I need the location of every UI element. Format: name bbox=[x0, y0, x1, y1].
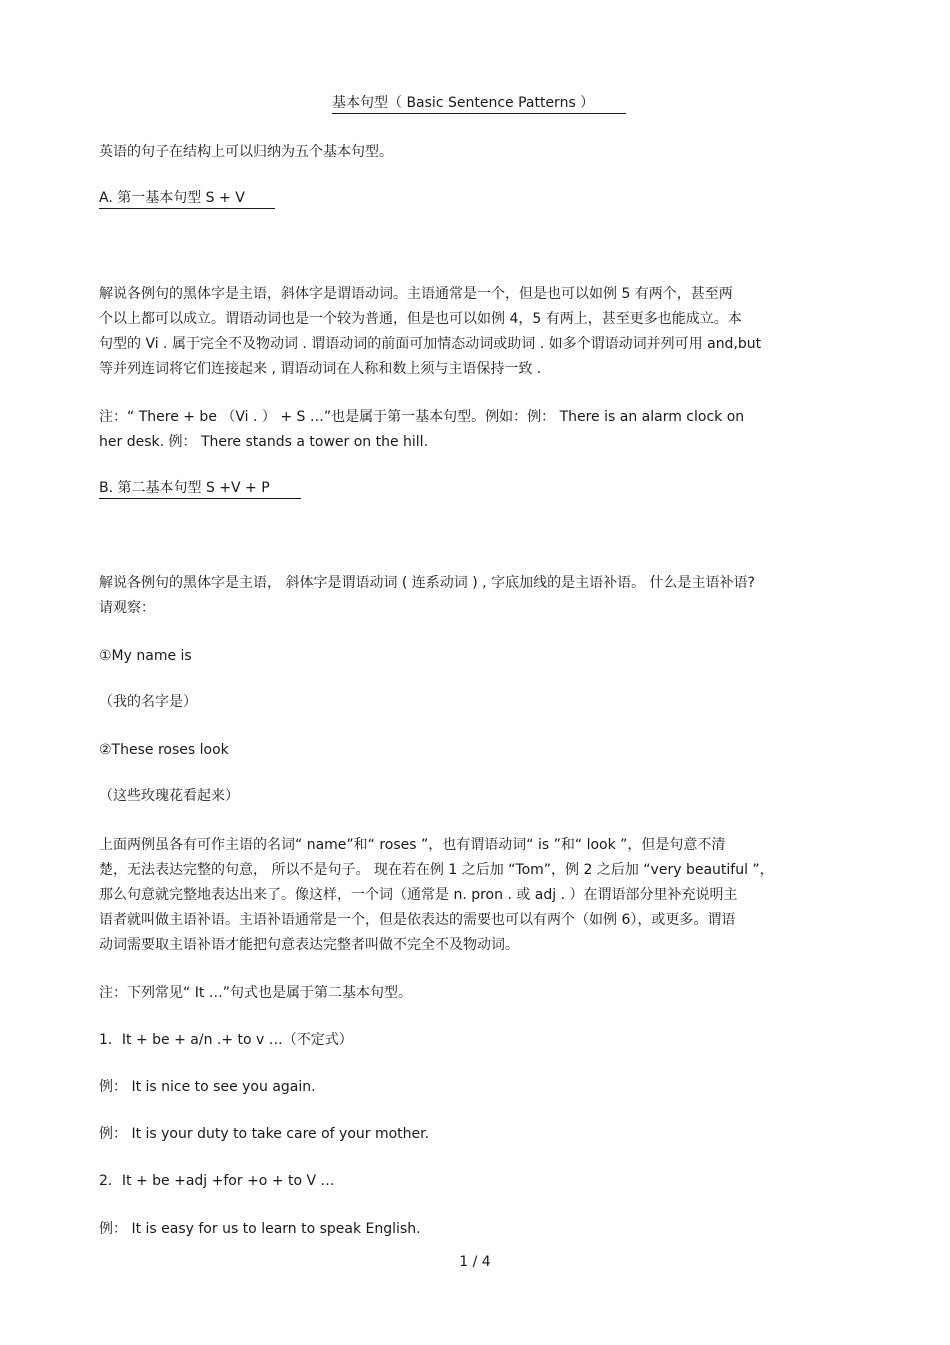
section-a-explanation-line: 句型的 Vi . 属于完全不及物动词 . 谓语动词的前面可加情态动词或助词 . 如多个谓语动词并列可用 and,but bbox=[99, 336, 762, 352]
section-b-paragraph-line: 那么句意就完整地表达出来了。像这样，一个词（通常是 n. pron . 或 adj . ）在谓语部分里补充说明主 bbox=[99, 887, 738, 903]
page-number: 1 / 4 bbox=[459, 1254, 491, 1270]
example-sentence: ②These roses look bbox=[99, 742, 229, 758]
section-b-paragraph-line: 动词需要取主语补语才能把句意表达完整者叫做不完全不及物动词。 bbox=[99, 937, 519, 953]
section-b-note: 注：下列常见“ It …”句式也是属于第二基本句型。 bbox=[99, 985, 413, 1001]
pattern-example: 例： It is easy for us to learn to speak English. bbox=[99, 1221, 421, 1237]
section-b-explanation-line: 请观察： bbox=[99, 600, 155, 616]
pattern-formula: 1．It + be + a/n .+ to v …（不定式） bbox=[99, 1032, 353, 1048]
example-translation: （我的名字是） bbox=[99, 694, 197, 710]
page-title: 基本句型（ Basic Sentence Patterns ） bbox=[332, 96, 626, 114]
section-b-explanation-line: 解说各例句的黑体字是主语， 斜体字是谓语动词 ( 连系动词 ) , 字底加线的是主语补语。 什么是主语补语? bbox=[99, 575, 755, 591]
section-a-note-line: 注：“ There + be （Vi . ） + S …”也是属于第一基本句型。例如：例： There is an alarm clock on bbox=[99, 409, 745, 425]
section-b-paragraph-line: 上面两例虽各有可作主语的名词“ name”和“ roses ”，也有谓语动词“ is ”和“ look ”，但是句意不清 bbox=[99, 837, 726, 853]
section-a-heading: A. 第一基本句型 S + V bbox=[99, 191, 275, 209]
section-b-paragraph-line: 楚，无法表达完整的句意， 所以不是句子。 现在若在例 1 之后加 “Tom”，例 2 之后加 “very beautiful ”， bbox=[99, 862, 774, 878]
section-b-paragraph-line: 语者就叫做主语补语。主语补语通常是一个，但是依表达的需要也可以有两个（如例 6），或更多。谓语 bbox=[99, 912, 736, 928]
pattern-example: 例： It is your duty to take care of your mother. bbox=[99, 1126, 430, 1142]
example-sentence: ①My name is bbox=[99, 648, 192, 664]
section-a-note-line: her desk. 例： There stands a tower on the hill. bbox=[99, 434, 429, 450]
pattern-formula: 2．It + be +adj +for +o + to V … bbox=[99, 1173, 335, 1189]
example-translation: （这些玫瑰花看起来） bbox=[99, 788, 239, 804]
pattern-example: 例： It is nice to see you again. bbox=[99, 1079, 316, 1095]
section-a-explanation-line: 解说各例句的黑体字是主语，斜体字是谓语动词。主语通常是一个，但是也可以如例 5 有两个，甚至两 bbox=[99, 286, 733, 302]
section-a-explanation-line: 等并列连词将它们连接起来 , 谓语动词在人称和数上须与主语保持一致 . bbox=[99, 361, 542, 377]
section-b-heading: B. 第二基本句型 S +V + P bbox=[99, 481, 301, 499]
intro-text: 英语的句子在结构上可以归纳为五个基本句型。 bbox=[99, 144, 393, 160]
section-a-explanation-line: 个以上都可以成立。谓语动词也是一个较为普通，但是也可以如例 4，5 有两上，甚至更多也能成立。本 bbox=[99, 311, 742, 327]
